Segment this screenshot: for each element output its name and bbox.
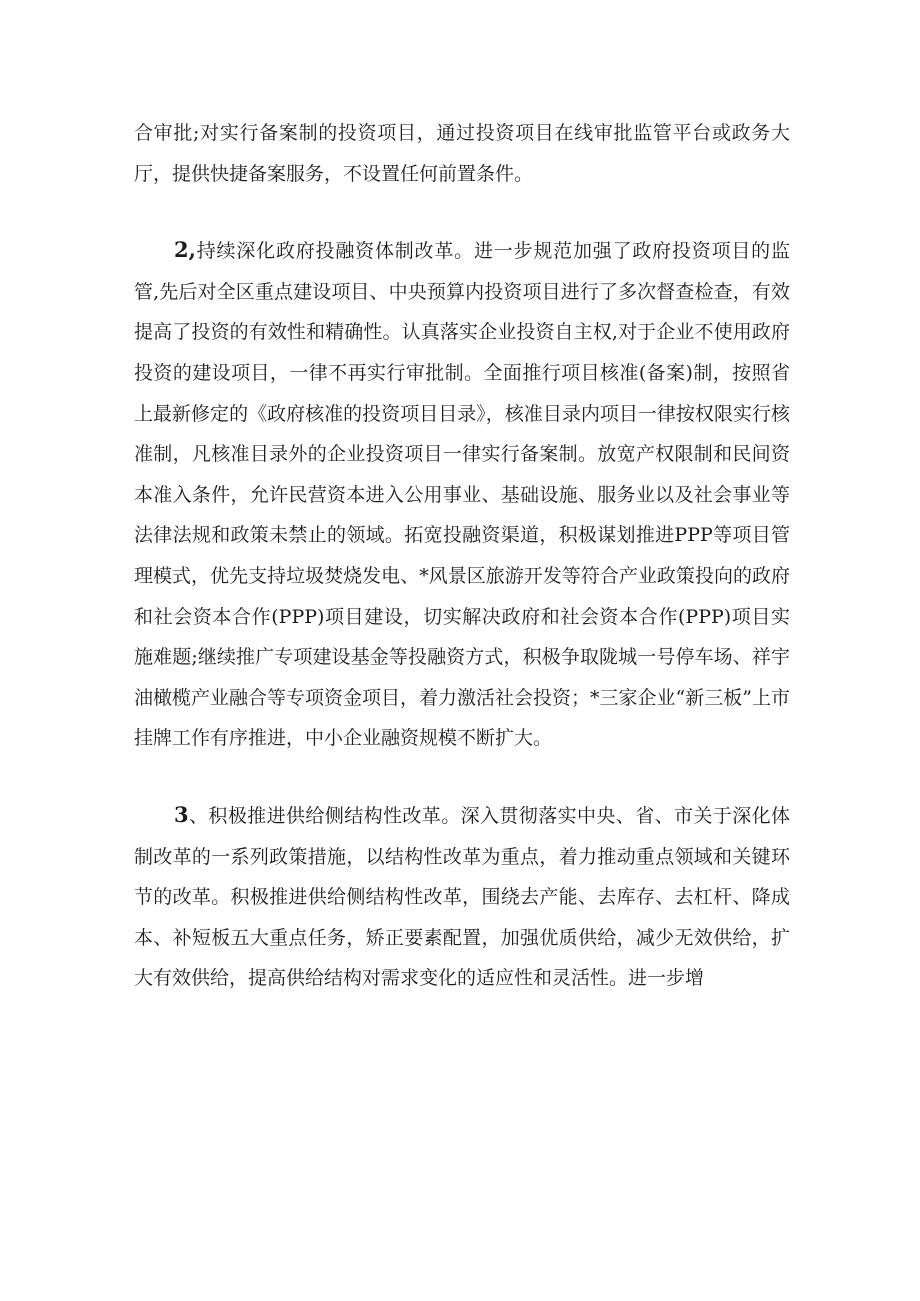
paragraph-item-3 (134, 795, 790, 999)
paragraph-number: 3 (174, 801, 189, 827)
paragraph-text: 、积极推进供给侧结构性改革。深入贯彻落实中央、省、市关于深化体制改革的一系列政策措施，以结构性改革为重点，着力推动重点领域和关键环节的改革。积极推进供给侧结构性改革，围绕去产能、去库存、去杠杆、降成本、补短板五大重点任务，矫正要素配置，加强优质供给，减少无效供给，扩大有效供给，提高供给结构对需求变化的适应性和灵活性。进一步增 (134, 804, 790, 990)
paragraph-text: 合审批;对实行备案制的投资项目，通过投资项目在线审批监管平台或政务大厅，提供快捷备案服务，不设置任何前置条件。 (134, 122, 790, 185)
paragraph-item-2 (134, 230, 790, 759)
paragraph-number: 2, (174, 237, 196, 263)
paragraph-text: 持续深化政府投融资体制改革。进一步规范加强了政府投资项目的监管,先后对全区重点建设项目、中央预算内投资项目进行了多次督查检查，有效提高了投资的有效性和精确性。认真落实企业投资自主权,对于企业不使用政府投资的建设项目，一律不再实行审批制。全面推行项目核准(备案)制，按照省上最新修定的《政府核准的投资项目目录》，核准目录内项目一律按权限实行核准制，凡核准目录外的企业投资项目一律实行备案制。放宽产权限制和民间资本准入条件，允许民营资本进入公用事业、基础设施、服务业以及社会事业等法律法规和政策未禁止的领域。拓宽投融资渠道，积极谋划推进PPP等项目管理模式，优先支持垃圾焚烧发电、*风景区旅游开发等符合产业政策投向的政府和社会资本合作(PPP)项目建设，切实解决政府和社会资本合作(PPP)项目实施难题;继续推广专项建设基金等投融资方式，积极争取陇城一号停车场、祥宇油橄榄产业融合等专项资金项目，着力激活社会投资；*三家企业“新三板”上市挂牌工作有序推进，中小企业融资规模不断扩大。 (134, 240, 790, 750)
document-body (134, 113, 790, 999)
paragraph-continuation (134, 113, 790, 194)
